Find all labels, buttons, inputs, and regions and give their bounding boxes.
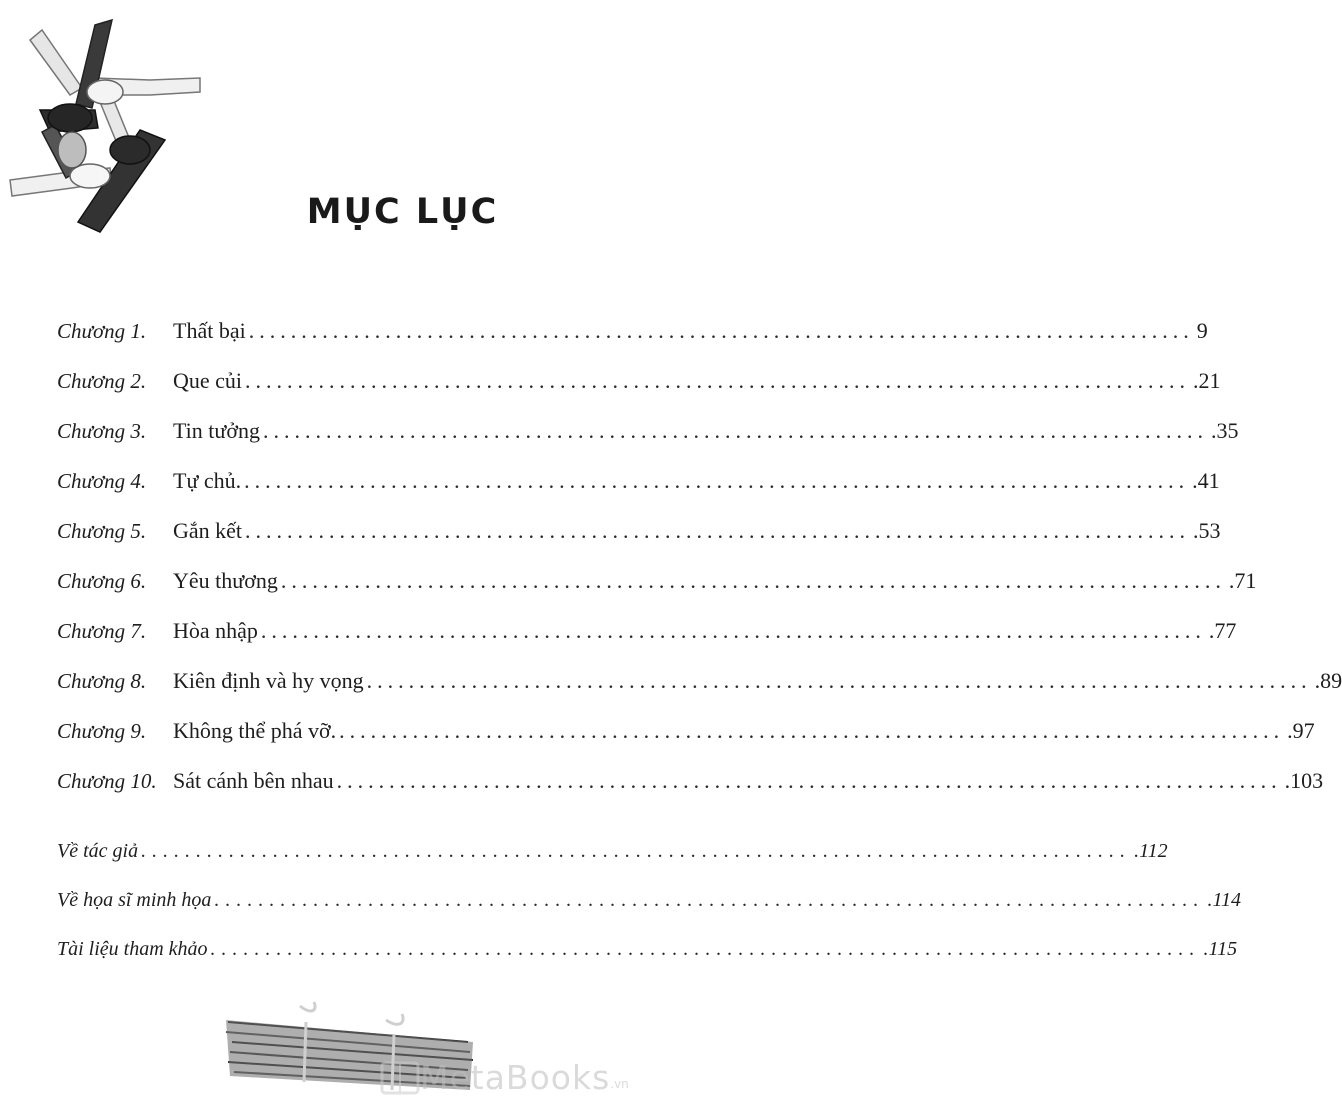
page-number: .112	[1134, 840, 1168, 862]
appendix-title: Tài liệu tham khảo	[57, 938, 208, 960]
chapter-title: Que củi	[173, 368, 243, 393]
chapter-title: Thất bại	[173, 318, 246, 343]
chapter-label: Chương 1.	[57, 319, 147, 343]
toc-entry	[57, 668, 1342, 718]
chapter-title: Tự chủ.	[173, 468, 242, 493]
book-logo-icon	[378, 1055, 422, 1099]
toc-entry	[57, 618, 1237, 668]
chapter-label: Chương 6.	[57, 569, 147, 593]
appendix-title: Về tác giả	[57, 840, 139, 862]
chapter-label: Chương 3.	[57, 419, 147, 443]
dot-leader: ..........................................................................................	[339, 718, 1285, 743]
page-number: .53	[1193, 518, 1221, 543]
toc-entry	[57, 518, 1221, 568]
toc-entry	[57, 718, 1315, 768]
dot-leader: ..........................................................................................	[366, 668, 1312, 693]
page-number: .35	[1210, 418, 1239, 443]
dot-leader: ..........................................................................................	[262, 418, 1208, 443]
chapter-title: Hòa nhập	[173, 618, 258, 643]
watermark-suffix: .vn	[610, 1077, 629, 1091]
chapter-label: Chương 4.	[57, 469, 147, 493]
chapter-title: Yêu thương	[173, 568, 278, 593]
chapter-label: Chương 2.	[57, 369, 147, 393]
dot-leader: ..........................................................................................	[141, 840, 1132, 862]
dot-leader: ..........................................................................................	[248, 318, 1194, 343]
page-number: .114	[1207, 889, 1241, 911]
table-of-contents	[57, 318, 1342, 818]
chapter-label: Chương 9.	[57, 719, 147, 743]
page-number: .97	[1287, 718, 1315, 743]
chapter-title: Tin tưởng	[173, 418, 260, 443]
page-number: .103	[1284, 768, 1324, 793]
toc-entry	[57, 768, 1324, 818]
dot-leader: ..........................................................................................	[336, 768, 1282, 793]
dot-leader: ..........................................................................................	[280, 568, 1226, 593]
chapter-label: Chương 10.	[57, 769, 157, 793]
appendix-list	[57, 840, 1241, 987]
page-number: .41	[1192, 468, 1220, 493]
appendix-entry	[57, 938, 1238, 987]
title-text: MỤC LỤC	[306, 192, 499, 232]
toc-entry	[57, 568, 1257, 618]
dot-leader: ..........................................................................................	[214, 889, 1205, 911]
page-number: 9	[1196, 318, 1208, 343]
page-number: .115	[1203, 938, 1238, 960]
chapter-title: Kiên định và hy vọng	[173, 668, 364, 693]
toc-entry	[57, 418, 1239, 468]
page-number: .71	[1228, 568, 1257, 593]
page-number: .21	[1193, 368, 1221, 393]
chapter-label: Chương 5.	[57, 519, 147, 543]
page-title	[0, 192, 700, 232]
dot-leader: ..........................................................................................	[244, 468, 1190, 493]
toc-entry	[57, 368, 1221, 418]
dot-leader: ..........................................................................................	[260, 618, 1206, 643]
appendix-entry	[57, 889, 1241, 938]
chapter-label: Chương 8.	[57, 669, 147, 693]
watermark	[370, 1052, 690, 1102]
toc-entry	[57, 468, 1220, 518]
watermark-text: MetaBooks	[420, 1057, 611, 1097]
chapter-title: Sát cánh bên nhau	[173, 768, 334, 793]
chapter-title: Gắn kết	[173, 518, 243, 543]
chapter-title: Không thể phá vỡ.	[173, 718, 337, 743]
dot-leader: ..........................................................................................	[245, 368, 1191, 393]
page-number: .77	[1208, 618, 1237, 643]
page-number: .89	[1314, 668, 1342, 693]
dot-leader: ..........................................................................................	[245, 518, 1191, 543]
toc-entry	[57, 318, 1208, 368]
appendix-entry	[57, 840, 1168, 889]
chapter-label: Chương 7.	[57, 619, 147, 643]
appendix-title: Về họa sĩ minh họa	[57, 889, 212, 911]
dot-leader: ..........................................................................................	[210, 938, 1201, 960]
